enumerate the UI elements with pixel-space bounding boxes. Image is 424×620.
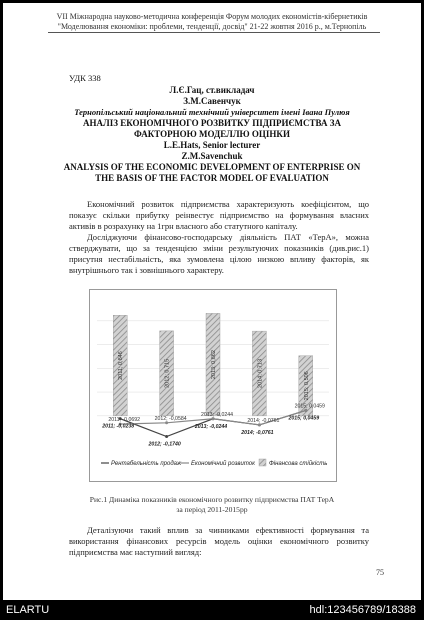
figure-caption-line-1: Рис.1 Динаміка показників економічного розвитку підприємства ПАТ ТерА (89, 495, 335, 504)
bar-label-2013: 2013; 0,862 (211, 350, 217, 380)
conference-header-line-2: "Моделювання економіки: проблеми, тенденції, досвід" 21-22 жовтня 2016 р., м.Тернопіль (57, 22, 367, 31)
bar-label-2011: 2011; 0,846 (118, 351, 125, 380)
title-en-line-1: ANALYSIS OF THE ECONOMIC DEVELOPMENT OF ENTERPRISE ON (63, 162, 361, 172)
legend-label-1: Економічний розвиток (191, 461, 255, 467)
paragraph-2: Досліджуючи фінансово-господарську діяльність ПАТ «ТерА», можна стверджувати, що за тенденцією зміни результуючих показників (див.рис.1) присутня нестабільність, яка зумовлена цілою низкою впливу факторів, як внутрішнього так і зовнішнього характеру. (69, 232, 369, 275)
bar-label-2014: 2014; 0,713 (257, 358, 264, 389)
legend-label-0: Рентабельність продаж (111, 461, 182, 467)
affiliation: Тернопільський національний технічний університет імені Івана Пулюя (74, 107, 350, 117)
header-rule (48, 32, 380, 33)
point-series-0-2012 (165, 435, 168, 438)
label-rozvytok-2015: 2015; 0,0459 (294, 403, 325, 410)
author-1-en: L.E.Hats, Senior lecturer (163, 140, 261, 150)
document-page (3, 3, 421, 600)
repository-handle: hdl:123456789/18388 (309, 604, 416, 616)
title-en-line-2: THE BASIS OF THE FACTOR MODEL OF EVALUATION (95, 173, 329, 183)
economic-development-chart (89, 289, 337, 482)
label-rentabelnist-2015: 2015; 0,0459 (288, 415, 320, 422)
figure-caption-line-2: за період 2011-2015рр (176, 505, 248, 514)
label-rentabelnist-2013: 2013; -0,0244 (194, 423, 228, 430)
title-ua-line-1: АНАЛІЗ ЕКОНОМІЧНОГО РОЗВИТКУ ПІДПРИЄМСТВА ЗА (82, 118, 341, 128)
udk-code: УДК 338 (69, 73, 101, 83)
label-rozvytok-2014: 2014; -0,0761 (247, 417, 280, 424)
author-2-ua: З.М.Савенчук (183, 96, 241, 106)
legend-label-2: Фінансова стійкість (269, 461, 328, 467)
legend-swatch-2 (259, 459, 266, 466)
label-rozvytok-2011: 2011; -0,0692 (108, 417, 141, 424)
title-ua-line-2: ФАКТОРНОЮ МОДЕЛЛЮ ОЦІНКИ (134, 129, 290, 139)
paragraph-1: Економічний розвиток підприємства характеризують коефіцієнтом, що показує скільки прибутку реінвестує підприємство на формування власних активів в розрахунку на 1грн власного або статутного капіталу. (69, 199, 369, 231)
paragraph-3: Деталізуючи такий вплив за чинниками ефективності формування та використання фінансових ресурсів модель оцінки економічного розвитку підприємства має наступний вигляд: (69, 525, 369, 557)
label-rentabelnist-2012: 2012; -0,1740 (148, 441, 181, 448)
repository-footer (0, 600, 424, 620)
author-2-en: Z.M.Savenchuk (181, 151, 243, 161)
repository-name: ELARTU (6, 604, 50, 616)
label-rozvytok-2013: 2013; -0,0244 (200, 411, 234, 418)
author-1-ua: Л.Є.Гац, ст.викладач (169, 85, 255, 95)
label-rozvytok-2012: 2012; -0,0584 (154, 415, 187, 422)
body-paragraphs (69, 199, 369, 276)
body-paragraph-3-block (69, 525, 369, 558)
conference-header-line-1: VII Міжнародна науково-методична конференція Форум молодих економістів-кібернетиків (56, 12, 368, 21)
bar-label-2015: 2015; 0,506 (303, 371, 310, 401)
label-rentabelnist-2011: 2011; -0,0238 (102, 423, 135, 430)
page-number: 75 (376, 568, 384, 577)
bar-label-2012: 2012; 0,715 (164, 358, 171, 388)
label-rentabelnist-2014: 2014; -0,0761 (241, 429, 274, 436)
